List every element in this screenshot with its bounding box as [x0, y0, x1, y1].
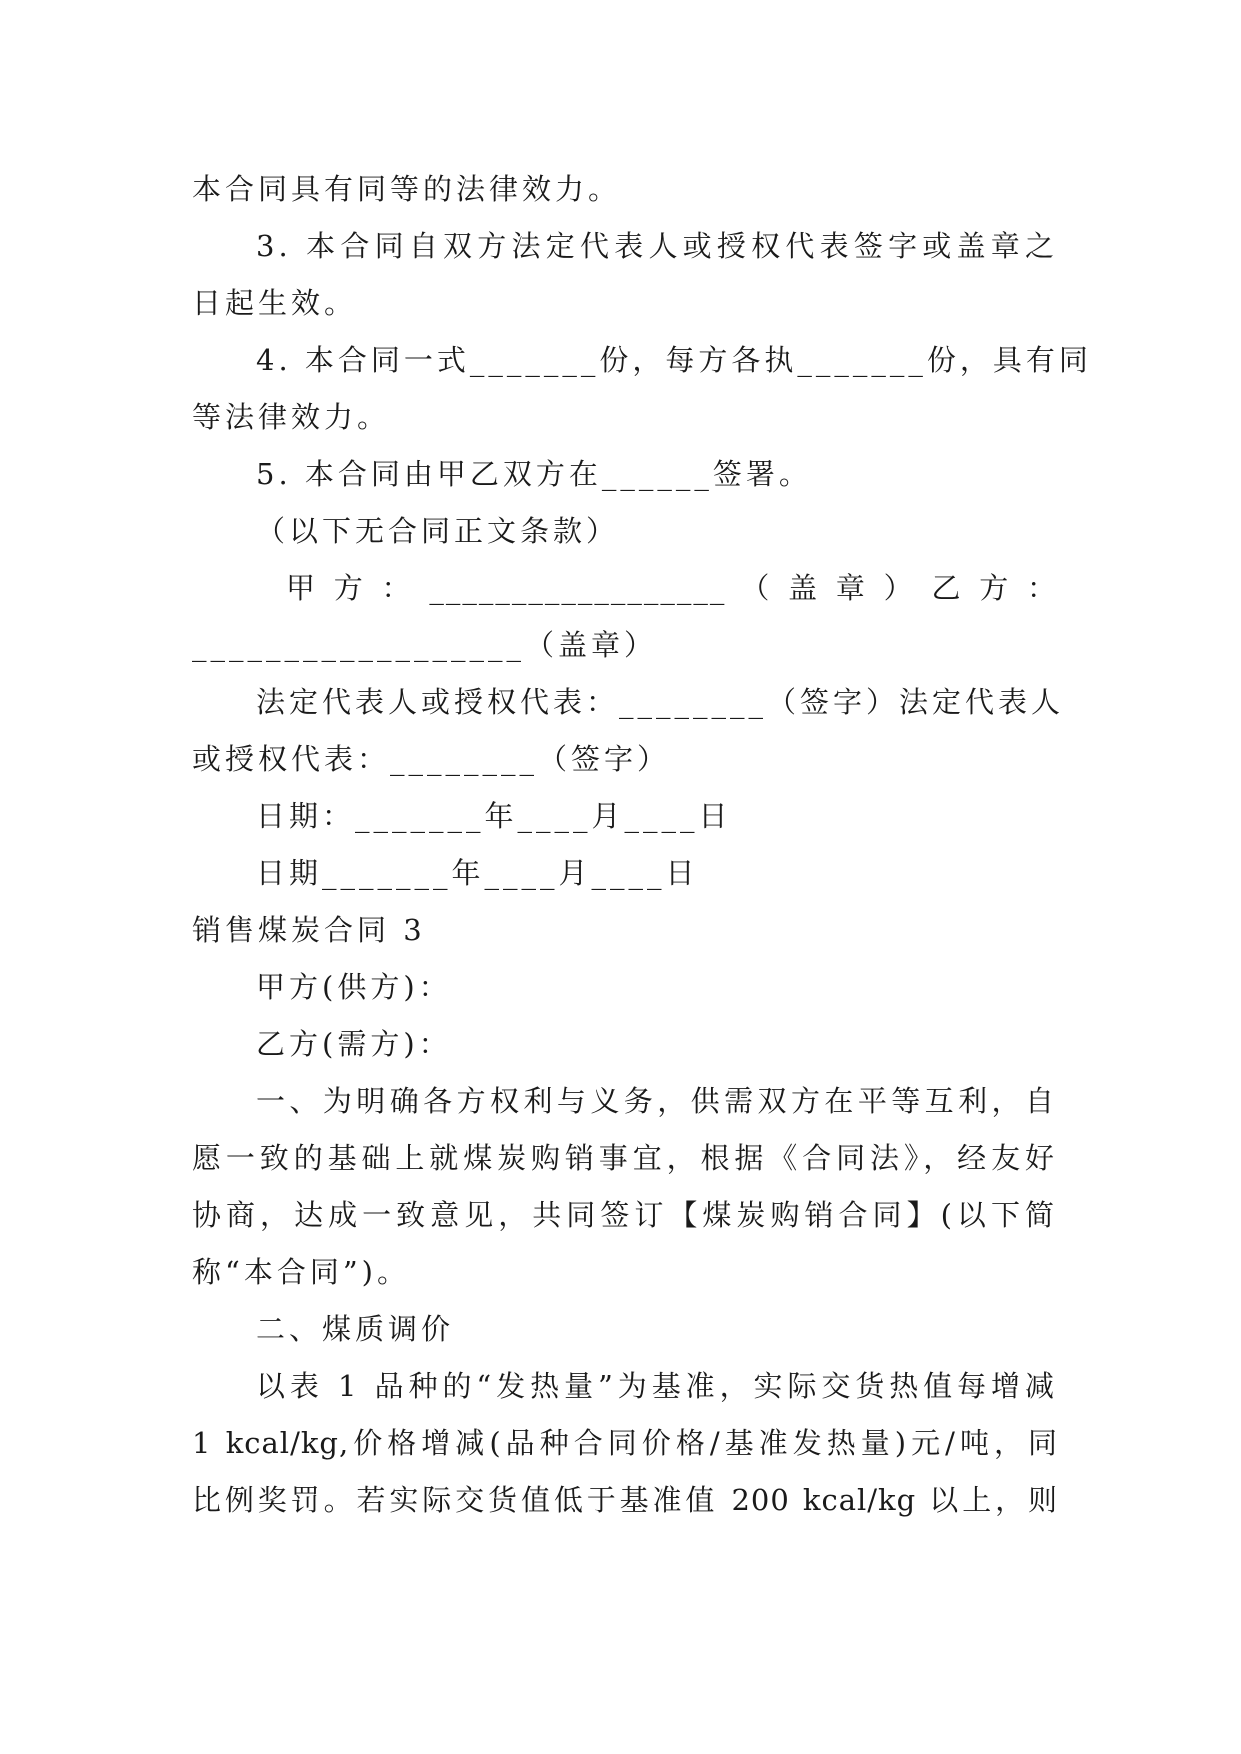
- article-1-line-4: 称“本合同”)。: [192, 1255, 410, 1289]
- representative-signature-line: 法定代表人或授权代表：________（签字）法定代表人: [256, 685, 1065, 719]
- party-b-seal-line: __________________（盖章）: [192, 628, 658, 662]
- article-1-line-1: 一、为明确各方权利与义务，供需双方在平等互利，自: [256, 1084, 1058, 1118]
- article-1-line-3: 协商，达成一致意见，共同签订【煤炭购销合同】(以下简: [192, 1198, 1058, 1232]
- party-a-label: 甲方(供方)：: [256, 970, 452, 1004]
- text-line: 本合同具有同等的法律效力。: [192, 172, 622, 206]
- party-a-seal-line: 甲 方 ： __________________ （ 盖 章 ） 乙 方 ：: [286, 571, 1058, 605]
- article-1-line-2: 愿一致的基础上就煤炭购销事宜，根据《合同法》，经友好: [192, 1141, 1058, 1175]
- representative-signature-line-cont: 或授权代表：________（签字）: [192, 742, 671, 776]
- section-title: 销售煤炭合同 3: [192, 913, 426, 947]
- clause-4: 4. 本合同一式_______份，每方各执_______份，具有同: [256, 343, 1092, 377]
- clause-5: 5. 本合同由甲乙双方在______签署。: [256, 457, 812, 491]
- date-line-b: 日期_______年____月____日: [256, 856, 699, 890]
- end-of-terms-note: （以下无合同正文条款）: [256, 514, 620, 548]
- party-b-label: 乙方(需方)：: [256, 1027, 452, 1061]
- article-2-heading: 二、煤质调价: [256, 1312, 455, 1346]
- text-line: 日起生效。: [192, 286, 358, 320]
- article-2-line-3: 比例奖罚。若实际交货值低于基准值 200 kcal/kg 以上，则: [192, 1483, 1058, 1517]
- article-2-line-2: 1 kcal/kg,价格增减(品种合同价格/基准发热量)元/吨，同: [192, 1426, 1058, 1460]
- date-line-a: 日期：_______年____月____日: [256, 799, 732, 833]
- text-line: 等法律效力。: [192, 400, 391, 434]
- clause-3: 3. 本合同自双方法定代表人或授权代表签字或盖章之: [256, 229, 1058, 263]
- article-2-line-1: 以表 1 品种的“发热量”为基准，实际交货热值每增减: [256, 1369, 1058, 1403]
